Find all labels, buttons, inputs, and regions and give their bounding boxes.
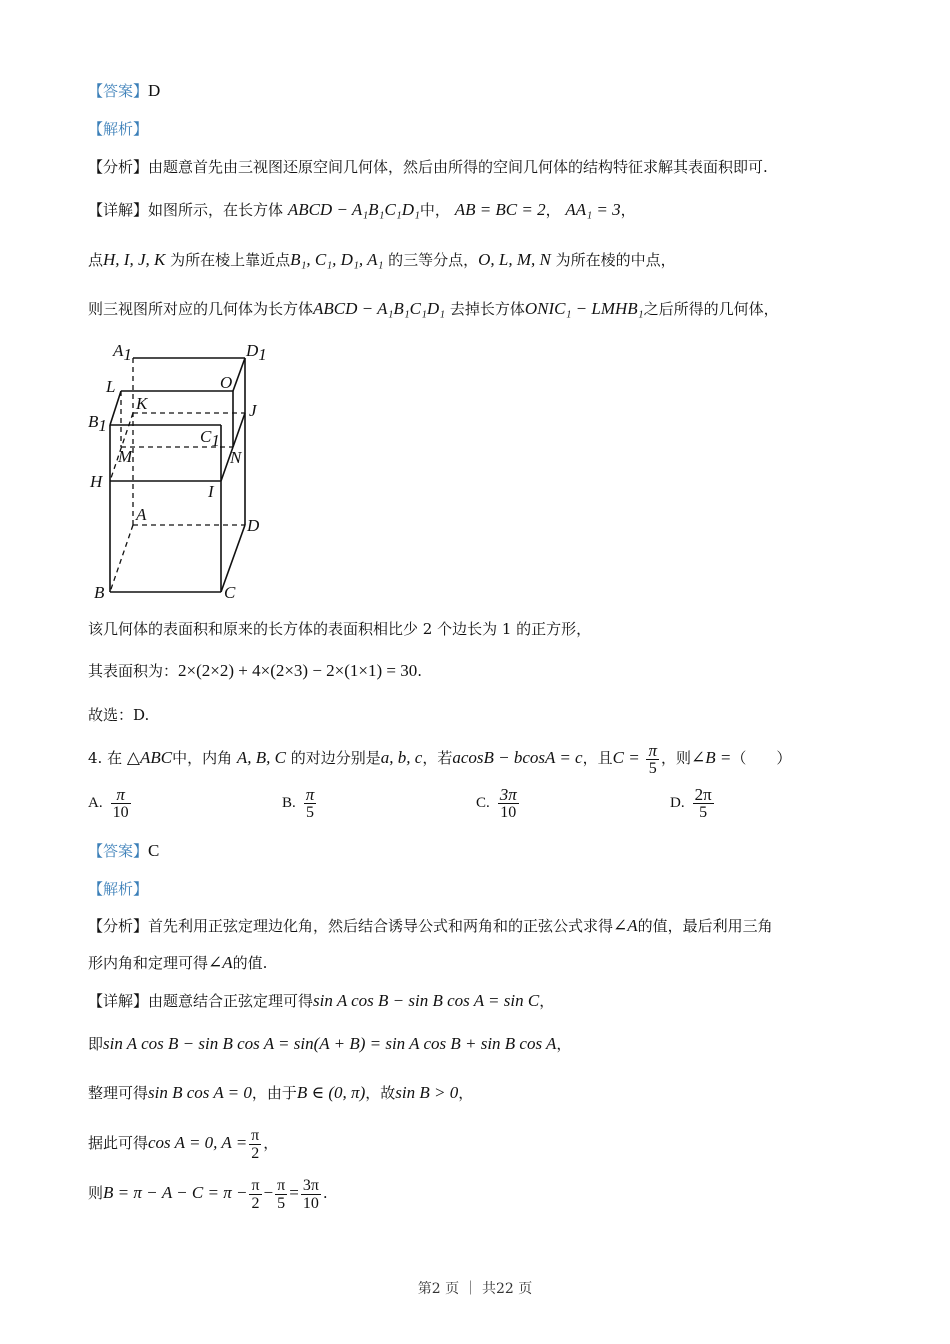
math: ABCD − A₁B₁C₁D₁ — [287, 200, 420, 219]
cuboid-figure — [0, 0, 950, 620]
fenxi-label: 【分析】 — [88, 158, 149, 176]
fenxi-label: 【分析】 — [88, 917, 149, 935]
q4-answer — [88, 840, 159, 862]
text: . — [417, 662, 423, 680]
denominator: 5 — [648, 759, 657, 777]
fraction — [249, 1127, 261, 1162]
label-M: M — [118, 447, 133, 466]
text: ， — [545, 201, 561, 219]
text: 中，内角 — [172, 749, 233, 767]
option-label: A. — [88, 795, 103, 811]
fraction — [111, 786, 131, 821]
text: 的三等分点， — [388, 251, 479, 269]
numerator: π — [648, 740, 657, 760]
denominator: 2 — [251, 1144, 260, 1162]
text: ， — [539, 992, 555, 1010]
fraction — [249, 1177, 261, 1212]
numerator: 2π — [694, 785, 712, 804]
option-label: B. — [282, 795, 296, 811]
math: sin B > 0 — [395, 1083, 459, 1102]
numerator: π — [277, 1176, 286, 1194]
q4-stem — [88, 740, 791, 777]
text: ， — [263, 1134, 279, 1152]
math: AB = BC = 2 — [454, 200, 546, 219]
math: acosB − bcosA = c — [452, 748, 583, 767]
fraction — [646, 742, 659, 777]
q4-detail-line2 — [88, 1033, 571, 1055]
question-number: 4. 在 — [88, 749, 123, 767]
text: 为所在棱的中点， — [555, 251, 676, 269]
math: ABCD − A₁B₁C₁D₁ — [313, 299, 446, 318]
math: B₁, C₁, D₁, A₁ — [290, 250, 384, 269]
text: 点 — [88, 251, 104, 269]
math: C = — [612, 748, 640, 767]
math: ∠A — [208, 953, 233, 972]
fenxi-text: 由题意首先由三视图还原空间几何体，然后由所得的空间几何体的结构特征求解其表面积即可. — [148, 158, 768, 176]
math: ∠A — [613, 916, 638, 935]
q4-detail-line3 — [88, 1082, 473, 1104]
option-d — [670, 786, 716, 821]
denominator: 5 — [306, 804, 315, 821]
denominator: 10 — [302, 1194, 319, 1212]
numerator: 3π — [302, 1176, 319, 1194]
math: 2×(2×2) + 4×(2×3) − 2×(1×1) = 30 — [178, 661, 418, 680]
label-L: L — [106, 377, 116, 396]
text: 的值，最后利用三角 — [637, 917, 773, 935]
denominator: 5 — [699, 804, 708, 821]
label-B1: B1 — [88, 412, 107, 435]
label-H: H — [90, 472, 103, 491]
answer-value: C — [148, 841, 160, 860]
answer-blank: （ ） — [731, 749, 792, 767]
label-N: N — [230, 448, 242, 467]
math: H, I, J, K — [103, 250, 166, 269]
math: sin B cos A = 0 — [148, 1083, 252, 1102]
text: 如图所示，在长方体 — [148, 201, 284, 219]
text: 形内角和定理可得 — [88, 954, 209, 972]
fraction — [498, 786, 519, 821]
text: 据此可得 — [88, 1134, 149, 1152]
xiangjie-label: 【详解】 — [88, 992, 149, 1010]
numerator: π — [251, 1126, 260, 1144]
math: AA₁ = 3 — [565, 200, 621, 219]
math: cos A = 0, A = — [148, 1133, 248, 1152]
text: ，若 — [422, 749, 453, 767]
text: 则三视图所对应的几何体为长方体 — [88, 300, 314, 318]
text: 的值. — [232, 954, 268, 972]
answer-value: D — [148, 81, 161, 100]
answer-label: 【答案】 — [88, 82, 149, 100]
label-D1: D1 — [246, 341, 267, 364]
text: 去掉长方体 — [449, 300, 525, 318]
text: 由题意结合正弦定理可得 — [148, 992, 314, 1010]
text: ， — [458, 1084, 474, 1102]
text: ，且 — [582, 749, 613, 767]
text: 即 — [88, 1035, 104, 1053]
fraction — [301, 1177, 321, 1212]
math: ∠B = — [691, 748, 732, 767]
q3-conclusion-line1: 该几何体的表面积和原来的长方体的表面积相比少 2 个边长为 1 的正方形， — [88, 620, 592, 638]
label-A1: A1 — [113, 341, 132, 364]
q3-choose: 故选：D. — [88, 706, 150, 724]
text: 之后所得的几何体， — [643, 300, 779, 318]
q3-analysis-label: 【解析】 — [88, 120, 149, 138]
math: sin A cos B − sin B cos A = sin(A + B) = sin A cos B + sin B cos A — [103, 1034, 557, 1053]
math: = — [289, 1183, 299, 1202]
label-I: I — [208, 482, 214, 501]
denominator: 10 — [500, 804, 517, 821]
math: B ∈ (0, π) — [296, 1083, 366, 1102]
option-b — [282, 786, 318, 821]
label-A: A — [136, 505, 147, 524]
answer-label: 【答案】 — [88, 842, 149, 860]
text: 则 — [88, 1184, 104, 1202]
q4-fenxi-line1 — [88, 915, 773, 937]
text: ， — [620, 201, 636, 219]
text: 整理可得 — [88, 1084, 149, 1102]
numerator: π — [251, 1176, 260, 1194]
fraction — [693, 786, 714, 821]
math: a, b, c — [380, 748, 423, 767]
numerator: π — [305, 785, 315, 804]
q4-detail-line1 — [88, 990, 554, 1012]
label-K: K — [136, 394, 148, 413]
text: ，故 — [365, 1084, 396, 1102]
label-C: C — [224, 583, 236, 602]
label-C1: C1 — [200, 427, 220, 450]
q4-detail-line5 — [88, 1175, 328, 1212]
text: 的对边分别是 — [290, 749, 381, 767]
math: △ABC — [126, 748, 173, 767]
denominator: 10 — [112, 804, 129, 821]
text: ， — [556, 1035, 572, 1053]
q4-detail-line4 — [88, 1125, 278, 1162]
math: B = π − A − C = π − — [103, 1183, 248, 1202]
option-c — [476, 786, 521, 821]
fraction — [304, 786, 317, 821]
text: ，则 — [661, 749, 692, 767]
math: sin A cos B − sin B cos A = sin C — [313, 991, 540, 1010]
fraction — [275, 1177, 287, 1212]
text: 为所在棱上靠近点 — [170, 251, 291, 269]
q3-conclusion-line2 — [88, 660, 422, 682]
text: 其表面积为： — [88, 662, 179, 680]
numerator: 3π — [499, 785, 517, 804]
math: ONIC₁ − LMHB₁ — [524, 299, 644, 318]
option-label: C. — [476, 795, 490, 811]
label-D: D — [247, 516, 260, 535]
text: 中， — [419, 201, 450, 219]
q4-fenxi-line2 — [88, 952, 267, 974]
option-label: D. — [670, 795, 685, 811]
denominator: 2 — [251, 1194, 260, 1212]
text: 首先利用正弦定理边化角，然后结合诱导公式和两角和的正弦公式求得 — [148, 917, 614, 935]
math: − — [263, 1183, 274, 1202]
label-B: B — [94, 583, 105, 602]
text: . — [322, 1184, 328, 1202]
math: O, L, M, N — [478, 250, 551, 269]
label-O: O — [220, 373, 233, 392]
label-J: J — [249, 401, 257, 420]
page-footer: 第2 页 ｜ 共22 页 — [417, 1281, 533, 1297]
denominator: 5 — [277, 1194, 286, 1212]
numerator: π — [111, 786, 131, 804]
math: A, B, C — [236, 748, 286, 767]
option-a — [88, 786, 133, 821]
q4-analysis-label: 【解析】 — [88, 880, 149, 898]
text: ，由于 — [251, 1084, 297, 1102]
xiangjie-label: 【详解】 — [88, 201, 149, 219]
